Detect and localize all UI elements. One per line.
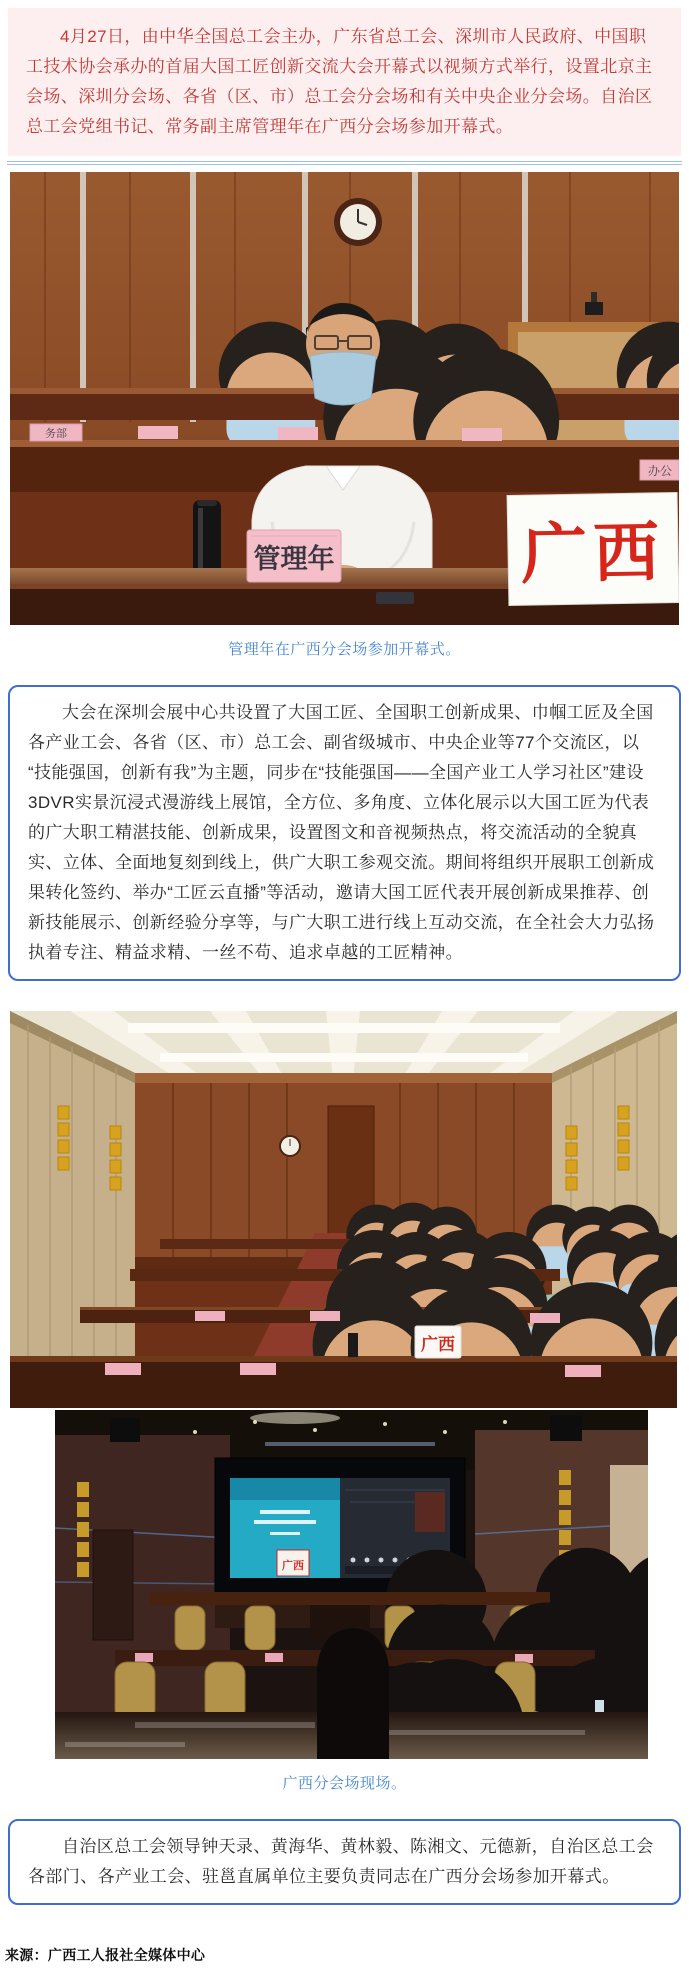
gold-sconce-left: [77, 1482, 89, 1577]
guangxi-sign-text: 广西: [282, 1560, 304, 1572]
speaker-right: [550, 1415, 582, 1441]
source-line: 来源：广西工人报社全媒体中心: [5, 1947, 206, 1963]
nameplate-text: 管理年: [253, 544, 335, 574]
name-card-left: 务部: [45, 428, 67, 440]
photo-3-caption: 广西分会场现场。: [282, 1775, 407, 1792]
clock-icon: [334, 198, 382, 246]
thermos-bottle: [348, 1333, 358, 1357]
intro-paragraph: 4月27日，由中华全国总工会主办，广东省总工会、深圳市人民政府、中国职工技术协会承办的首届大国工匠创新交流大会开幕式以视频方式举行，设置北京主会场、深圳分会场、各省（区、市）总工会分会场和有关中央企业分会场。自治区总工会党组书记、常务副主席管理年在广西分会场参加开幕式。: [26, 27, 653, 136]
body-text-box-1: [8, 685, 681, 981]
desk-far: [150, 1592, 550, 1605]
foreground-woman-hair: [317, 1628, 389, 1759]
ceiling-glow: [250, 1412, 340, 1424]
front-desk-trim: [10, 1356, 677, 1362]
photo-hall-back[interactable]: [55, 1410, 648, 1759]
photo-3-illustration: [55, 1410, 648, 1759]
photo-1-illustration: [10, 172, 679, 625]
light-strip: [265, 1442, 435, 1446]
speaker-left: [110, 1418, 140, 1442]
body-paragraph-2: 自治区总工会领导钟天录、黄海华、黄林毅、陈湘文、元德新，自治区总工会各部门、各产业工会、驻邕直属单位主要负责同志在广西分会场参加开幕式。: [28, 1837, 654, 1886]
intro-highlight-box: [8, 8, 681, 156]
divider-line: [7, 161, 682, 165]
guangxi-sign: [277, 1550, 309, 1576]
guangxi-sign: [507, 493, 679, 606]
guangxi-sign-text: 广西: [520, 514, 666, 592]
photo-1-caption: 管理年在广西分会场参加开幕式。: [228, 641, 461, 658]
photo-2-illustration: [10, 1011, 677, 1408]
name-card-right: 办公: [647, 464, 673, 478]
phone: [376, 592, 414, 604]
guangxi-sign: [415, 1326, 461, 1358]
photo-opening-ceremony[interactable]: [10, 172, 679, 625]
body-paragraph-1: 大会在深圳会展中心共设置了大国工匠、全国职工创新成果、巾帼工匠及全国各产业工会、各省（区、市）总工会、副省级城市、中央企业等77个交流区，以“技能强国，创新有我”为主题，同步在“技能强国——全国产业工人学习社区”建设3DVR实景沉浸式漫游线上展馆，全方位、多角度、立体化展示以大国工匠为代表的广大职工精湛技能、创新成果，设置图文和音视频热点，将交流活动的全貌真实、立体、全面地复刻到线上，供广大职工参观交流。期间将组织开展职工创新成果转化签约、举办“工匠云直播”等活动，邀请大国工匠代表开展创新成果推荐、创新技能展示、创新经验分享等，与广大职工进行线上互动交流，在全社会大力弘扬执着专注、精益求精、一丝不苟、追求卓越的工匠精神。: [28, 703, 655, 962]
body-text-box-2: [8, 1819, 681, 1905]
nameplate-card: [247, 530, 341, 582]
guangxi-sign-text: 广西: [421, 1335, 455, 1354]
photo-hall-front[interactable]: [10, 1011, 677, 1408]
left-curtain-wall: [10, 1011, 135, 1408]
desk-row-2-top: [10, 440, 679, 447]
